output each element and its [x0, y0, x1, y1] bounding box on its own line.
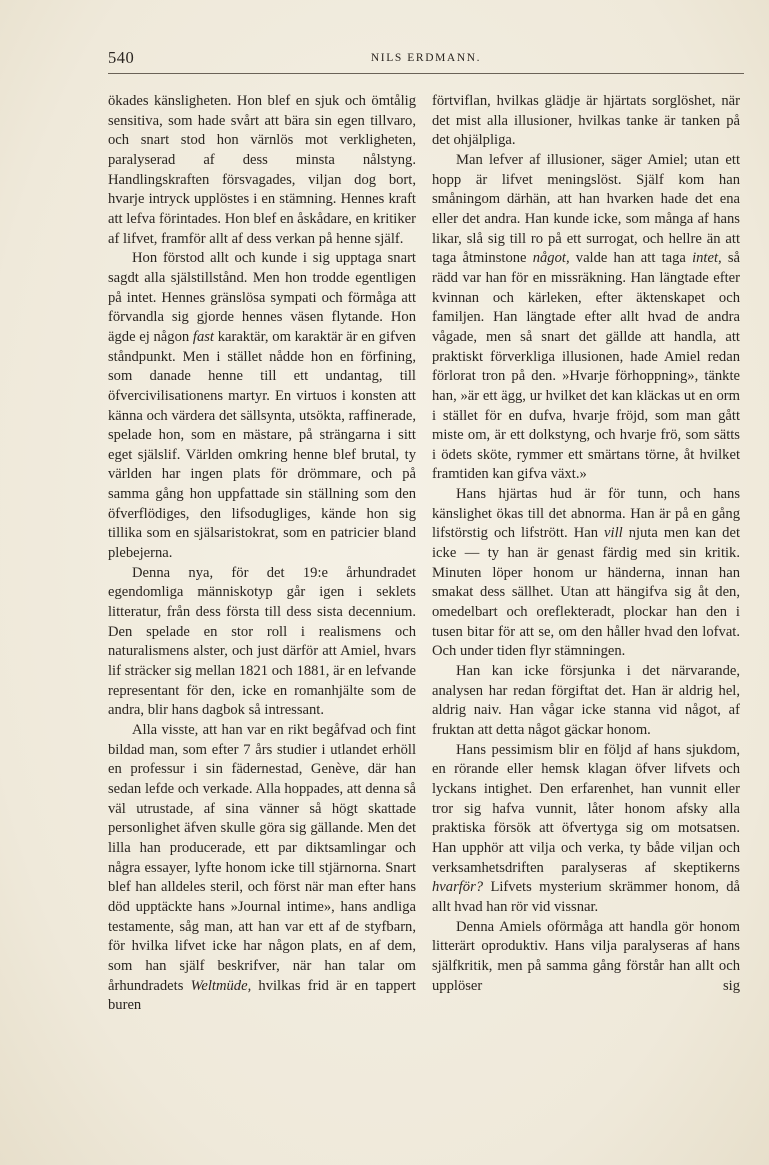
page-header: [108, 46, 744, 72]
page-number: 540: [108, 48, 135, 67]
paragraph: Man lefver af illusioner, säger Amiel; utan ett hopp är lifvet meningslöst. Själf kom han småningom därhän, att han hvarken hade det ena eller det andra. Han kunde icke, som många af hans likar, slå sig till ro på ett surrogat, och hellre än att taga åtminstone något, valde han att taga intet, så rädd var han för en missräkning. Han längtade efter kvinnan och kärleken, efter äktenskapet och familjen. Han längtade efter allt hvad de andra vågade, men så snart det gällde att handla, att praktiskt förverkliga illusionen, hade Amiel redan förlorat tron på den. »Hvarje förhoppning», tänkte han, »är ett ägg, ur hvilket det kan kläckas ut en orm i stället för en dufva, hvarje fröjd, som man gått miste om, är ett dolkstyng, och hvarje frö, som sätts i ödets sköte, rymmer ett smärtans törne, åt hvilket framtiden kan gifva växt.»: [432, 151, 740, 483]
paragraph: Denna Amiels oförmåga att handla gör honom litterärt oproduktiv. Hans vilja paralyseras af hans själfkritik, men på samma gång förstår han allt och upplöser sig: [432, 918, 740, 994]
paragraph: Denna nya, för det 19:e århundradet egendomliga människotyp går igen i seklets litteratur, från dess första till dess sista decennium. Den spelade en stor roll i realismens och naturalismens alster, och just därför att Amiel, hvars lif sträcker sig mellan 1821 och 1881, är en lefvande representant för den, icke en romanhjälte som de andra, blir hans dagbok så intressant.: [108, 564, 416, 719]
paragraph: Han kan icke försjunka i det närvarande, analysen har redan förgiftat det. Han är aldrig hel, aldrig naiv. Han vågar icke stanna vid något, af fruktan att detta något gäckar honom.: [432, 663, 740, 738]
left-column: [108, 92, 416, 1016]
header-rule: [108, 73, 744, 74]
paragraph: Hans hjärtas hud är för tunn, och hans känslighet ökas till det abnorma. Han är på en gång lifstörstig och lifstrött. Han vill njuta men kan det icke — ty han är genast färdig med sin kritik. Minuten löper honom ur händerna, innan han smakat dess sällhet. Utan att hängifva sig åt den, omedelbart och oreflekteradt, plockar han den i tusen bitar för att se, om den håller hvad den lofvat. Och under tiden flyr stämningen.: [432, 486, 740, 660]
paragraph: Hans pessimism blir en följd af hans sjukdom, en rörande eller hemsk klagan öfver lifvets och lyckans intighet. Den erfarenhet, han vunnit eller tror sig hafva vunnit, låter honom afsky alla praktiska försök att öfvertyga sig om motsatsen. Han upphör att vilja och verka, ty både viljan och verksamhetsdriften paralyseras af skeptikerns hvarför? Lifvets mysterium skrämmer honom, då allt hvad han rör vid vissnar.: [432, 741, 740, 915]
paragraph: ökades känsligheten. Hon blef en sjuk och ömtålig sensitiva, som hade svårt att bära sin egen tillvaro, och snart stod hon värnlös mot verkligheten, paralyserad af dess minsta nålstyng. Handlingskraften försvagades, viljan dog bort, hvarje intryck upplöstes i en stämning. Hennes kraft att lefva förintades. Hon blef en åskådare, en kritiker af lifvet, framför allt af dess verkan på henne själf.: [108, 93, 416, 247]
paragraph: förtviflan, hvilkas glädje är hjärtats sorglöshet, när det mist alla illusioner, hvilkas tanke är tanken på det ohjälpliga.: [432, 93, 740, 149]
right-column: [432, 92, 740, 996]
paragraph: Alla visste, att han var en rikt begåfvad och fint bildad man, som efter 7 års studier i utlandet erhöll en professur i sin fädernestad, Genève, där han sedan lefde och verkade. Alla hoppades, att denna så väl utrustade, af sina vänner så högt skattade personlighet äfven skulle göra sig gällande. Men det lilla han producerade, ett par diktsamlingar och några essayer, lyfte honom icke till stjärnorna. Snart blef han alldeles steril, och först när man efter hans död upptäckte hans »Journal intime», hans andliga testamente, såg man, att han var ett af de styfbarn, för hvilka lifvet icke har någon plats, en af dem, som han själf beskrifver, när han talar om århundradets Weltmüde, hvilkas frid är en tappert buren: [108, 722, 416, 1014]
running-title: NILS ERDMANN.: [370, 52, 482, 64]
paragraph: Hon förstod allt och kunde i sig upptaga snart sagdt alla själstillstånd. Men hon trodde egentligen på intet. Hennes gränslösa sympati och förmåga att förvandla sig gjorde hennes väsen flytande. Hon ägde ej någon fast karaktär, om karaktär är en gifven ståndpunkt. Men i stället nådde hon en förfining, som danade henne till ett undantag, till öfvercivilisationens martyr. En virtuos i konsten att känna och värdera det sällsynta, utsökta, raffinerade, spelade hon, som en mästare, på strängarna i sitt eget själslif. Världen omkring henne blef brutal, ty världen har ingen plats för drömmare, och på samma gång hon uppfattade sin ställning som den öfverflödiges, den lifsodugliges, kände hon sig tillika som en själsaristokrat, som en patricier bland plebejerna.: [108, 250, 416, 562]
